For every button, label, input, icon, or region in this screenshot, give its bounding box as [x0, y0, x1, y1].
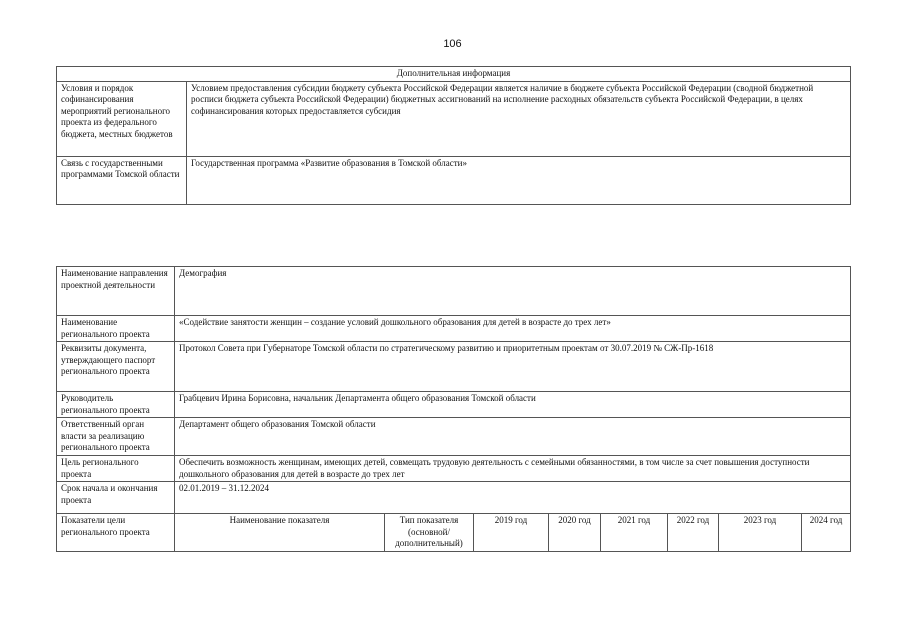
responsible-body-value: Департамент общего образования Томской области — [175, 418, 851, 456]
responsible-body-label: Ответственный орган власти за реализацию регионального проекта — [57, 418, 175, 456]
project-head-label: Руководитель регионального проекта — [57, 392, 175, 418]
cofinancing-label: Условия и порядок софинансирования мероприятий регионального проекта из федерального бюджета, местных бюджетов — [57, 81, 187, 156]
direction-value: Демография — [175, 267, 851, 316]
state-programs-value: Государственная программа «Развитие образования в Томской области» — [187, 156, 851, 204]
project-period-value: 02.01.2019 – 31.12.2024 — [175, 482, 851, 514]
project-goal-label: Цель регионального проекта — [57, 456, 175, 482]
state-programs-label: Связь с государственными программами Томской области — [57, 156, 187, 204]
cofinancing-value: Условием предоставления субсидии бюджету субъекта Российской Федерации является наличие в бюджете субъекта Российской Федерации (сводной бюджетной росписи бюджета субъекта Российской Федерации) бюджетных ассигнований на исполнение расходных обязательств субъекта Российской Федерации, в целях софинансирования которых предоставляется субсидия — [187, 81, 851, 156]
indicators-label: Показатели цели регионального проекта — [57, 514, 175, 552]
regional-project-passport-table — [56, 266, 851, 552]
year-header-2019: 2019 год — [474, 514, 549, 552]
project-head-value: Грабцевич Ирина Борисовна, начальник Департамента общего образования Томской области — [175, 392, 851, 418]
document-details-value: Протокол Совета при Губернаторе Томской области по стратегическому развитию и приоритетным проектам от 30.07.2019 № СЖ-Пр-1618 — [175, 342, 851, 392]
year-header-2024: 2024 год — [802, 514, 851, 552]
project-period-label: Срок начала и окончания проекта — [57, 482, 175, 514]
year-header-2020: 2020 год — [549, 514, 601, 552]
additional-info-header: Дополнительная информация — [57, 67, 851, 82]
project-name-label: Наименование регионального проекта — [57, 316, 175, 342]
project-goal-value: Обеспечить возможность женщинам, имеющих детей, совмещать трудовую деятельность с семейными обязанностями, в том числе за счет повышения доступности дошкольного образования для детей в возрасте до трех лет — [175, 456, 851, 482]
year-header-2021: 2021 год — [601, 514, 668, 552]
project-name-value: «Содействие занятости женщин – создание условий дошкольного образования для детей в возрасте до трех лет» — [175, 316, 851, 342]
year-header-2022: 2022 год — [668, 514, 719, 552]
indicator-name-header: Наименование показателя — [175, 514, 385, 552]
additional-info-table — [56, 66, 851, 205]
direction-label: Наименование направления проектной деятельности — [57, 267, 175, 316]
page-number: 106 — [443, 38, 462, 50]
indicator-type-header: Тип показателя (основной/ дополнительный) — [385, 514, 474, 552]
document-details-label: Реквизиты документа, утверждающего паспорт регионального проекта — [57, 342, 175, 392]
year-header-2023: 2023 год — [719, 514, 802, 552]
